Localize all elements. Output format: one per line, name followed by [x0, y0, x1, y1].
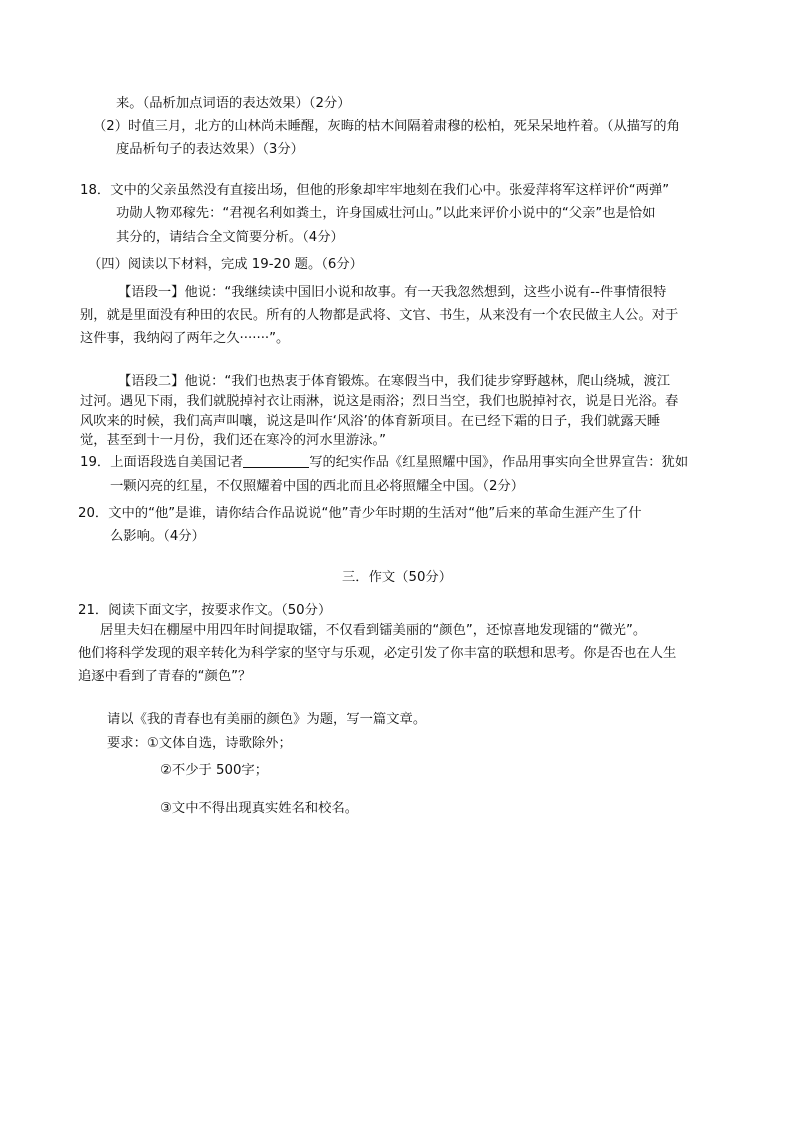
q21-requirement-3: ③文中不得出现真实姓名和校名。: [160, 801, 359, 816]
q19-line2: 一颗闪亮的红星，不仅照耀着中国的西北而且必将照耀全中国。（2分）: [110, 479, 525, 494]
q21-instruction: 21．阅读下面文字，按要求作文。（50分）: [78, 603, 332, 618]
q18-line2: 功勋人物邓稼先：“君视名利如粪土，许身国威壮河山。”以此来评价小说中的“父亲”也是恰如: [116, 206, 656, 221]
q20-line1: 20．文中的“他”是谁，请你结合作品说说“他”青少年时期的生活对“他”后来的革命生涯产生了什: [78, 506, 642, 521]
segment2-line2: 过河。遇见下雨，我们就脱掉衬衣让雨淋，说这是雨浴；烈日当空，我们也脱掉衬衣，说是日光浴。春: [80, 394, 679, 409]
q19-text-after-blank: 写的纪实作品《红星照耀中国》，作品用事实向全世界宣告：犹如: [309, 455, 689, 470]
q21-prompt: 请以《我的青春也有美丽的颜色》为题，写一篇文章。: [107, 712, 427, 727]
segment2-line3: 风吹来的时候，我们高声叫嚷，说这是叫作‘风浴’的体育新项目。在已经下霜的日子，我们就露天睡: [80, 414, 661, 429]
q20-line2: 么影响。（4分）: [110, 529, 205, 544]
q18-line1: 18．文中的父亲虽然没有直接出场，但他的形象却牢牢地刻在我们心中。张爱萍将军这样评价“两弹”: [80, 183, 670, 198]
q19-answer-blank[interactable]: [243, 453, 309, 468]
section3-title: 三．作文（50分）: [342, 570, 452, 585]
segment1-line1: 【语段一】他说：“我继续读中国旧小说和故事。有一天我忽然想到，这些小说有--件事情很特: [118, 285, 667, 300]
q21-material-line2: 他们将科学发现的艰辛转化为科学家的坚守与乐观，必定引发了你丰富的联想和思考。你是否也在人生: [78, 646, 677, 661]
q21-requirement-2: ②不少于 500字；: [160, 763, 269, 778]
q19-line1: [80, 453, 688, 472]
q17-part2-line2: 度品析句子的表达效果）（3分）: [116, 142, 304, 157]
q17-part2-line1: （2）时值三月，北方的山林尚未睡醒，灰晦的枯木间隔着肃穆的松柏，死呆呆地杵着。（从描写的角: [93, 119, 680, 134]
q21-material-line1: 居里夫妇在棚屋中用四年时间提取镭，不仅看到镭美丽的“颜色”，还惊喜地发现镭的“微光”。: [100, 623, 647, 638]
segment2-line4: 觉，甚至到十一月份，我们还在寒冷的河水里游泳。”: [80, 433, 387, 448]
segment1-line3: 这件事，我纳闷了两年之久·······”。: [80, 331, 290, 346]
part4-heading: （四）阅读以下材料，完成 19-20 题。（6分）: [88, 257, 363, 272]
q18-line3: 其分的，请结合全文简要分析。（4分）: [116, 230, 344, 245]
segment2-line1: 【语段二】他说：“我们也热衷于体育锻炼。在寒假当中，我们徒步穿野越林，爬山绕城，渡江: [118, 374, 671, 389]
q17-continuation: 来。（品析加点词语的表达效果）（2分）: [116, 96, 351, 111]
q19-text-before-blank: 19．上面语段选自美国记者: [80, 455, 244, 470]
q21-material-line3: 追逐中看到了青春的“颜色”？: [78, 669, 252, 684]
q21-requirement-1: 要求：①文体自选，诗歌除外；: [107, 736, 292, 751]
segment1-line2: 别，就是里面没有种田的农民。所有的人物都是武将、文官、书生，从来没有一个农民做主人公。对于: [80, 308, 679, 323]
